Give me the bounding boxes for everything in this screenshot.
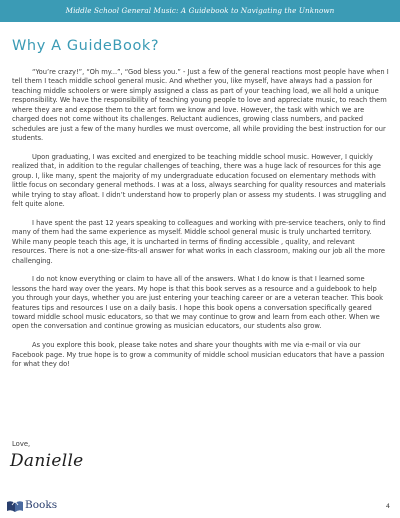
paragraph-1: “You’re crazy!”, “Oh my...”, “God bless you.” - Just a few of the general reactions most people have when I tell them I teach middle school general music. And whether you, like myself, have always had a passion for teaching middle schoolers or were simply assigned a class as part of your teaching load, we all hold a unique responsibility. We have the responsibility of teaching young people to love and appreciate music, to reach them where they are and expose them to the art form we know and love. However, the task with which we are charged does not come without its challenges. Reluctant audiences, growing class numbers, and packed schedules are just a few of the many hurdles we must overcome, all while providing the best instruction for our students. <box>12 68 389 143</box>
body-text <box>12 68 390 379</box>
paragraph-5: As you explore this book, please take notes and share your thoughts with me via e-mail or via our Facebook page. My true hope is to grow a community of middle school musician educators that have a passion for what they do! <box>12 341 385 368</box>
signature: Danielle <box>10 451 84 471</box>
publisher-logo-icon <box>6 498 24 512</box>
publisher-logo <box>6 497 57 513</box>
paragraph-2: Upon graduating, I was excited and energized to be teaching middle school music. However, I quickly realized that, in addition to the regular challenges of teaching, there was a huge lack of resources for this age group. I, like many, spent the majority of my undergraduate education focused on elementary methods with little focus on secondary general methods. I was at a loss, always searching for quality resources and materials while trying to stay afloat. I didn’t understand how to properly plan or assess my students. I was struggling and felt quite alone. <box>12 152 387 209</box>
paragraph-4: I do not know everything or claim to have all of the answers. What I do know is that I learned some lessons the hard way over the years. My hope is that this book serves as a resource and a guidebook to help you through your days, whether you are just entering your teaching career or are a veteran teacher. This book features tips and resources I use on a daily basis. I hope this book opens a conversation specifically geared toward middle school music educators, so that we may continue to grow and learn from each other. When we open the conversation and continue growing as musician educators, our students also grow. <box>12 275 384 331</box>
running-header: Middle School General Music: A Guidebook to Navigating the Unknown <box>65 6 335 15</box>
section-title: Why A GuideBook? <box>12 38 160 54</box>
publisher-wordmark: Books <box>25 499 58 511</box>
paragraph-3: I have spent the past 12 years speaking to colleagues and working with pre-service teachers, only to find many of them had the same experience as myself. Middle school general music is truly uncharted territory. While many people teach this age, it is uncharted in terms of finding accessible , quality, and relevant resources. There is not a one-size-fits-all answer for what works in each classroom, making our job all the more challenging. <box>12 218 386 265</box>
page-number: 4 <box>385 502 390 510</box>
closing-salutation: Love, <box>12 440 31 448</box>
